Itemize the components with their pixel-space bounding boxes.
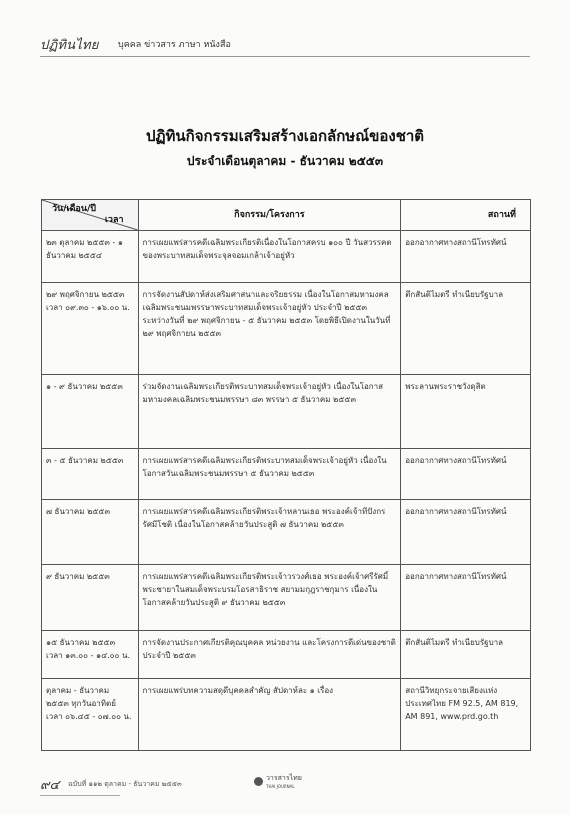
row-date: ตุลาคม - ธันวาคม ๒๕๕๓ ทุกวันอาทิตย์ เวลา ๐๖.๔๕ - ๐๗.๐๐ น. bbox=[42, 679, 139, 751]
row-date: ๒๓ ตุลาคม ๒๕๕๓ - ๑ ธันวาคม ๒๕๕๔ bbox=[42, 231, 139, 283]
table-row bbox=[42, 565, 531, 631]
table-row bbox=[42, 283, 531, 375]
logo-subtitle: THAI JOURNAL bbox=[266, 784, 295, 789]
row-place: ตึกสันติไมตรี ทำเนียบรัฐบาล bbox=[401, 631, 531, 679]
row-date: ๑ - ๙ ธันวาคม ๒๕๕๓ bbox=[42, 375, 139, 449]
table-row bbox=[42, 631, 531, 679]
date-time-header bbox=[42, 200, 139, 231]
issue-label: ฉบับที่ ๑๑๒ ตุลาคม - ธันวาคม ๒๕๕๓ bbox=[68, 780, 182, 788]
row-date: ๙ ธันวาคม ๒๕๕๓ bbox=[42, 565, 139, 631]
table-row bbox=[42, 231, 531, 283]
row-activity: การเผยแพร่สารคดีเฉลิมพระเกียรติเนื่องในโอกาสครบ ๑๐๐ ปี วันสวรรคตของพระบาทสมเด็จพระจุลจอมเกล้าเจ้าอยู่หัว bbox=[138, 231, 401, 283]
document-subtitle: ประจำเดือนตุลาคม - ธันวาคม ๒๕๕๓ bbox=[186, 154, 384, 168]
logo-title: วารสารไทย bbox=[266, 774, 302, 782]
row-place: ตึกสันติไมตรี ทำเนียบรัฐบาล bbox=[401, 283, 531, 375]
page-number: ๙๔ bbox=[40, 778, 60, 793]
row-place: ออกอากาศทางสถานีโทรทัศน์ bbox=[401, 500, 531, 565]
row-activity: การเผยแพร่สารคดีเฉลิมพระเกียรติพระบาทสมเด็จพระเจ้าอยู่หัว เนื่องในโอกาสวันเฉลิมพระชนมพรรษา ๕ ธันวาคม ๒๕๕๓ bbox=[138, 449, 401, 500]
table-row bbox=[42, 679, 531, 751]
row-activity: การจัดงานสัปดาห์ส่งเสริมศาสนาและจริยธรรม เนื่องในโอกาสมหามงคลเฉลิมพระชนมพรรษาพระบาทสมเด็จพระเจ้าอยู่หัว ประจำปี ๒๕๕๓ ระหว่างวันที่ ๒๙ พฤศจิกายน - ๕ ธันวาคม ๒๕๕๓ โดยพิธีเปิดงานในวันที่ ๒๙ พฤศจิกายน ๒๕๕๓ bbox=[138, 283, 401, 375]
row-date: ๗ ธันวาคม ๒๕๕๓ bbox=[42, 500, 139, 565]
logo-emblem-icon bbox=[254, 777, 263, 786]
row-place: ออกอากาศทางสถานีโทรทัศน์ bbox=[401, 449, 531, 500]
magazine-section-subtitle: บุคคล ข่าวสาร ภาษา หนังสือ bbox=[118, 40, 231, 50]
place-column-header: สถานที่ bbox=[401, 200, 531, 231]
table-row bbox=[42, 375, 531, 449]
logo-text bbox=[266, 774, 302, 791]
row-place: พระลานพระราชวังดุสิต bbox=[401, 375, 531, 449]
activity-column-header: กิจกรรม/โครงการ bbox=[138, 200, 401, 231]
date-column-label: วัน/เดือน/ปี bbox=[52, 204, 96, 214]
row-date: ๒๙ พฤศจิกายน ๒๕๕๓ เวลา ๐๙.๓๐ - ๑๖.๐๐ น. bbox=[42, 283, 139, 375]
table-header-row bbox=[42, 200, 531, 231]
footer-divider bbox=[40, 795, 120, 796]
row-place: สถานีวิทยุกระจายเสียงแห่งประเทศไทย FM 92.5, AM 819, AM 891, www.prd.go.th bbox=[401, 679, 531, 751]
row-date: ๓ - ๕ ธันวาคม ๒๕๕๓ bbox=[42, 449, 139, 500]
document-title: ปฏิทินกิจกรรมเสริมสร้างเอกลักษณ์ของชาติ bbox=[145, 127, 425, 145]
row-date: ๑๕ ธันวาคม ๒๕๕๓ เวลา ๑๓.๐๐ - ๑๔.๐๐ น. bbox=[42, 631, 139, 679]
row-activity: การเผยแพร่สารคดีเฉลิมพระเกียรติพระเจ้าหลานเธอ พระองค์เจ้าทีปังกรรัศมีโชติ เนื่องในโอกาสคล้ายวันประสูติ ๗ ธันวาคม ๒๕๕๓ bbox=[138, 500, 401, 565]
time-column-label: เวลา bbox=[104, 215, 124, 225]
table-row bbox=[42, 500, 531, 565]
magazine-section-title: ปฏิทินไทย bbox=[40, 38, 99, 53]
journal-logo bbox=[254, 774, 320, 790]
row-place: ออกอากาศทางสถานีโทรทัศน์ bbox=[401, 565, 531, 631]
row-activity: ร่วมจัดงานเฉลิมพระเกียรติพระบาทสมเด็จพระเจ้าอยู่หัว เนื่องในโอกาสมหามงคลเฉลิมพระชนมพรรษา ๘๓ พรรษา ๕ ธันวาคม ๒๕๕๓ bbox=[138, 375, 401, 449]
row-activity: การเผยแพร่บทความสดุดีบุคคลสำคัญ สัปดาห์ละ ๑ เรื่อง bbox=[138, 679, 401, 751]
table-row bbox=[42, 449, 531, 500]
header-divider bbox=[40, 56, 530, 57]
schedule-table bbox=[41, 199, 531, 751]
row-activity: การเผยแพร่สารคดีเฉลิมพระเกียรติพระเจ้าวรวงศ์เธอ พระองค์เจ้าศรีรัศมิ์ พระชายาในสมเด็จพระบรมโอรสาธิราช สยามมกุฎราชกุมาร เนื่องในโอกาสคล้ายวันประสูติ ๙ ธันวาคม ๒๕๕๓ bbox=[138, 565, 401, 631]
row-place: ออกอากาศทางสถานีโทรทัศน์ bbox=[401, 231, 531, 283]
row-activity: การจัดงานประกาศเกียรติคุณบุคคล หน่วยงาน และโครงการดีเด่นของชาติ ประจำปี ๒๕๕๓ bbox=[138, 631, 401, 679]
